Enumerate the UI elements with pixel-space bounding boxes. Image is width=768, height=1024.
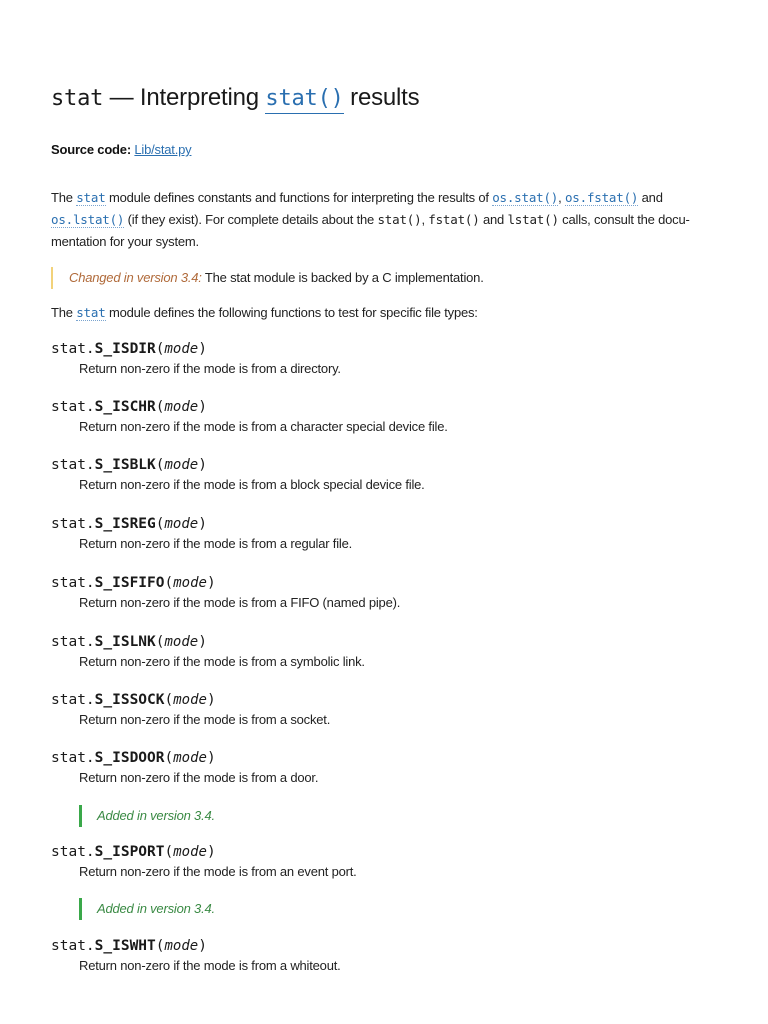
added-note: Added in version 3.4. (79, 805, 215, 827)
page-title (51, 84, 419, 112)
func-name: S_ISREG (94, 516, 156, 532)
func-paren: ( (155, 457, 165, 473)
func-prefix: stat. (51, 575, 95, 591)
func-description: Return non-zero if the mode is from an event port. (79, 864, 357, 879)
func-paren: ( (155, 341, 165, 357)
os-stat-link[interactable]: os.stat() (492, 190, 559, 205)
func-description: Return non-zero if the mode is from a door. (79, 770, 319, 785)
func-arg: mode (164, 399, 199, 415)
tests-intro-text: module defines the following functions to test for specific file types: (105, 305, 478, 320)
title-module: stat (51, 86, 104, 111)
func-prefix: stat. (51, 634, 95, 650)
intro-text: calls, consult the docu- (558, 212, 690, 227)
func-paren: ( (155, 938, 165, 954)
func-description: Return non-zero if the mode is from a symbolic link. (79, 654, 365, 669)
func-paren: ( (164, 575, 174, 591)
func-signature (51, 397, 448, 417)
func-signature (51, 339, 341, 359)
func-s-islnk (51, 632, 365, 669)
func-paren: ( (164, 844, 174, 860)
func-description: Return non-zero if the mode is from a character special device file. (79, 419, 448, 434)
func-arg: mode (173, 575, 207, 591)
code-lstat: lstat() (507, 212, 559, 227)
os-fstat-link[interactable]: os.fstat() (564, 190, 639, 205)
func-paren: ) (198, 516, 207, 532)
func-paren: ) (198, 634, 207, 650)
func-prefix: stat. (51, 750, 95, 766)
func-paren: ) (198, 341, 207, 357)
func-name: S_ISWHT (94, 938, 156, 954)
func-signature (51, 573, 400, 593)
func-arg: mode (164, 938, 199, 954)
stat-module-link[interactable]: stat (76, 305, 106, 320)
func-s-isdir (51, 339, 341, 376)
intro-text: The (51, 190, 77, 205)
intro-text: , (421, 212, 429, 227)
func-paren: ) (206, 692, 216, 708)
func-paren: ) (206, 844, 216, 860)
func-arg: mode (173, 844, 207, 860)
func-name: S_ISCHR (94, 399, 156, 415)
source-label: Source code: (51, 142, 131, 157)
func-name: S_ISBLK (94, 457, 156, 473)
func-s-isdoor (51, 748, 318, 785)
func-arg: mode (164, 516, 199, 532)
intro-text: and (638, 190, 663, 205)
func-signature (51, 690, 330, 710)
func-signature (51, 455, 425, 475)
func-s-isreg (51, 514, 352, 551)
func-s-isblk (51, 455, 425, 492)
func-description: Return non-zero if the mode is from a FIFO (named pipe). (79, 595, 401, 610)
func-paren: ) (198, 938, 207, 954)
func-prefix: stat. (51, 399, 95, 415)
func-paren: ( (155, 634, 165, 650)
added-note: Added in version 3.4. (79, 898, 215, 920)
func-paren: ( (155, 516, 165, 532)
func-name: S_ISLNK (94, 634, 156, 650)
title-stat-link[interactable]: stat() (265, 86, 343, 114)
func-description: Return non-zero if the mode is from a socket. (79, 712, 331, 727)
intro-paragraph (51, 187, 721, 253)
intro-text: module defines constants and functions for interpreting the results of (105, 190, 493, 205)
func-paren: ( (164, 692, 174, 708)
func-arg: mode (164, 634, 199, 650)
func-s-isport (51, 842, 357, 879)
func-signature (51, 514, 352, 534)
code-fstat: fstat() (428, 212, 480, 227)
func-description: Return non-zero if the mode is from a regular file. (79, 536, 353, 551)
func-prefix: stat. (51, 341, 95, 357)
changed-note (51, 267, 484, 289)
func-name: S_ISPORT (94, 844, 165, 860)
os-lstat-link[interactable]: os.lstat() (51, 212, 125, 227)
func-name: S_ISSOCK (94, 692, 165, 708)
func-paren: ( (164, 750, 174, 766)
func-name: S_ISDIR (94, 341, 156, 357)
func-prefix: stat. (51, 692, 95, 708)
intro-text: (if they exist). For complete details about the (124, 212, 378, 227)
func-paren: ) (206, 575, 216, 591)
func-prefix: stat. (51, 938, 95, 954)
func-name: S_ISFIFO (94, 575, 165, 591)
func-paren: ) (198, 399, 207, 415)
func-prefix: stat. (51, 457, 95, 473)
changed-version: Changed in version 3.4: (69, 270, 202, 285)
func-s-iswht (51, 936, 341, 973)
func-s-issock (51, 690, 330, 727)
func-arg: mode (173, 750, 207, 766)
func-arg: mode (173, 692, 207, 708)
func-paren: ) (206, 750, 216, 766)
code-stat: stat() (377, 212, 422, 227)
tests-intro-text: The (51, 305, 77, 320)
func-description: Return non-zero if the mode is from a directory. (79, 361, 341, 376)
source-link[interactable]: Lib/stat.py (134, 142, 192, 157)
title-rest: results (343, 84, 420, 111)
tests-intro-paragraph (51, 302, 721, 324)
func-description: Return non-zero if the mode is from a block special device file. (79, 477, 425, 492)
stat-module-link[interactable]: stat (76, 190, 106, 205)
func-signature (51, 748, 318, 768)
func-s-isfifo (51, 573, 400, 610)
func-signature (51, 632, 365, 652)
intro-text: , (558, 190, 565, 205)
func-name: S_ISDOOR (94, 750, 165, 766)
intro-text: mentation for your system. (51, 234, 199, 249)
func-arg: mode (164, 457, 199, 473)
func-description: Return non-zero if the mode is from a whiteout. (79, 958, 341, 973)
changed-text: The stat module is backed by a C implementation. (201, 270, 484, 285)
func-signature (51, 936, 341, 956)
source-code-line (51, 142, 191, 157)
func-arg: mode (164, 341, 199, 357)
func-prefix: stat. (51, 844, 95, 860)
intro-text: and (479, 212, 508, 227)
func-s-ischr (51, 397, 448, 434)
title-dash: — Interpreting (103, 84, 266, 111)
func-paren: ) (198, 457, 207, 473)
func-signature (51, 842, 357, 862)
func-paren: ( (155, 399, 165, 415)
func-prefix: stat. (51, 516, 95, 532)
